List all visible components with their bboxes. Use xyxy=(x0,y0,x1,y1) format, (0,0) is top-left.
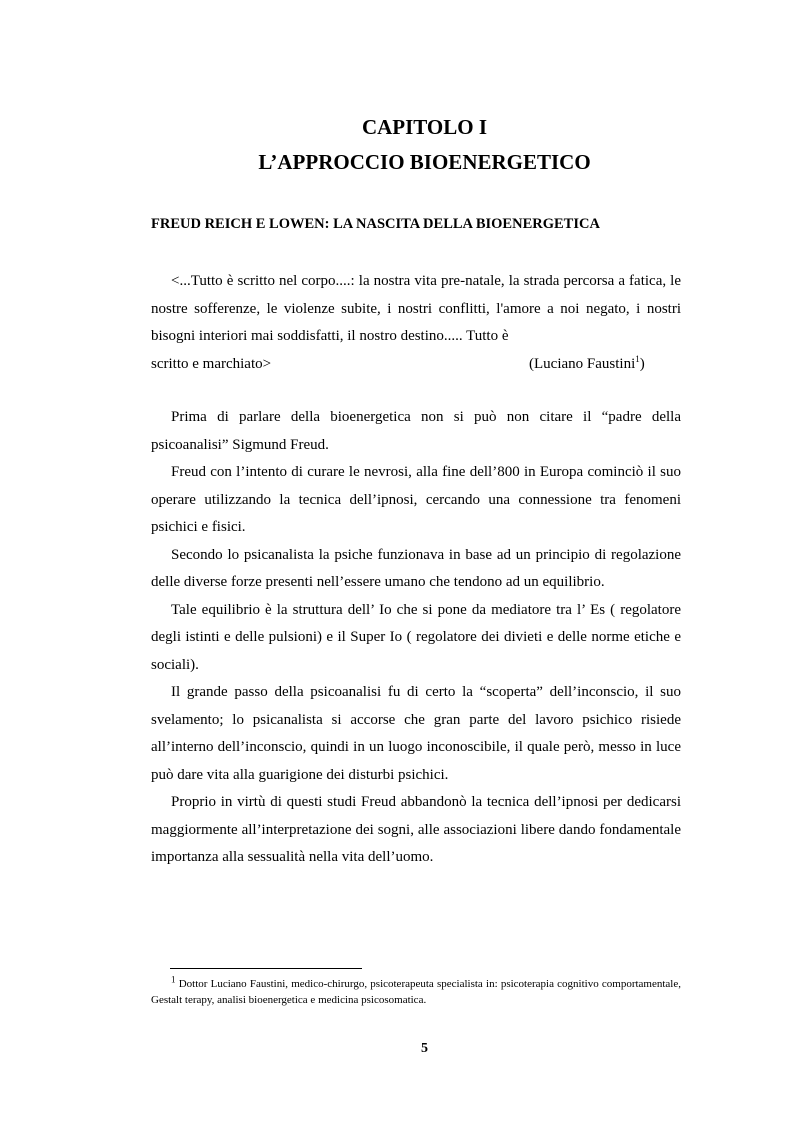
chapter-subtitle: L’APPROCCIO BIOENERGETICO xyxy=(258,150,591,174)
chapter-title: CAPITOLO I xyxy=(361,115,488,139)
page-number: 5 xyxy=(421,1041,428,1056)
section-heading: FREUD REICH E LOWEN: LA NASCITA DELLA BIOENERGETICA xyxy=(151,216,600,232)
footnote-divider xyxy=(170,968,362,969)
paragraph: Secondo lo psicanalista la psiche funzionava in base ad un principio di regolazione delle diverse forze presenti nell’essere umano che tendono ad un equilibrio. xyxy=(151,546,681,590)
paragraph: Freud con l’intento di curare le nevrosi, alla fine dell’800 in Europa cominciò il suo operare utilizzando la tecnica dell’ipnosi, cercando una connessione tra fenomeni psichici e fisici. xyxy=(151,464,681,535)
quote-author xyxy=(529,351,645,379)
paragraph: Tale equilibrio è la struttura dell’ Io che si pone da mediatore tra l’ Es ( regolatore degli istinti e delle pulsioni) e il Super Io ( regolatore dei divieti e delle norme etiche e sociali). xyxy=(151,601,681,673)
paragraph: Prima di parlare della bioenergetica non si può non citare il “padre della psicoanalisi” Sigmund Freud. xyxy=(151,409,681,453)
epigraph-quote xyxy=(151,268,681,378)
paragraph: Proprio in virtù di questi studi Freud abbandonò la tecnica dell’ipnosi per dedicarsi maggiormente all’interpretazione dei sogni, alle associazioni libere dando fondamentale importanza alla sessualità nella vita dell’uomo. xyxy=(151,794,681,865)
footnote xyxy=(151,976,681,1008)
quote-author-close: ) xyxy=(639,355,645,372)
quote-text: <...Tutto è scritto nel corpo....: la nostra vita pre-natale, la strada percorsa a fatica, le nostre sofferenze, le violenze subite, i nostri conflitti, l'amore a noi negato, i nostri bisogni interiori mai soddisfatti, il nostro destino..... Tutto è xyxy=(151,273,681,344)
footnote-number: 1 xyxy=(171,974,176,985)
footnote-text: Dottor Luciano Faustini, medico-chirurgo, psicoterapeuta specialista in: psicoterapia cognitivo comportamentale, Gestalt terapy, analisi bioenergetica e medicina psicosomatica. xyxy=(151,978,681,1006)
quote-last-line: scritto e marchiato> xyxy=(151,355,272,372)
paragraph: Il grande passo della psicoanalisi fu di certo la “scoperta” dell’inconscio, il suo svelamento; lo psicanalista si accorse che gran parte del lavoro psichico risiede all’interno dell’inconscio, quindi in un luogo inconoscibile, il quale però, messo in luce può dare vita alla guarigione dei disturbi psichici. xyxy=(151,684,681,783)
footnote-reference[interactable]: 1 xyxy=(635,353,640,364)
quote-author-name: (Luciano Faustini xyxy=(529,355,636,372)
body-paragraphs xyxy=(151,404,681,872)
quote-last-line-row xyxy=(151,351,681,379)
